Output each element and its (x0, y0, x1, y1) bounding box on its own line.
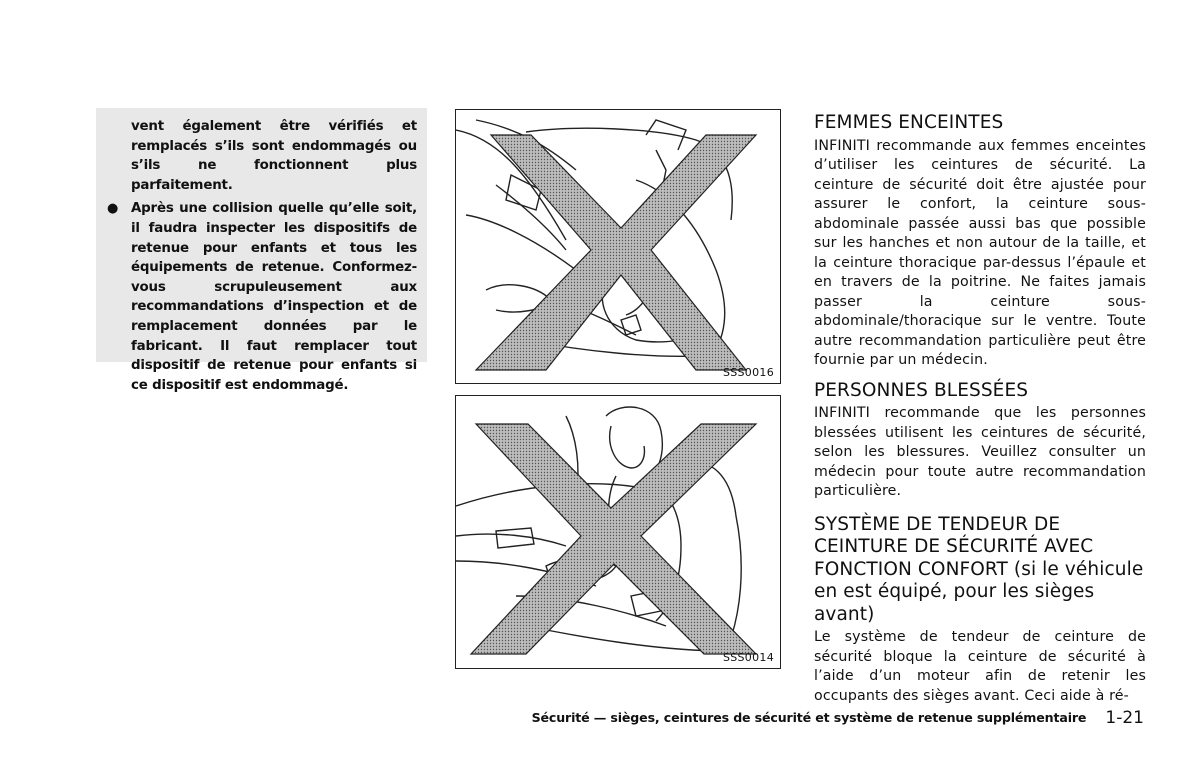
figure-id-label: SSS0016 (722, 366, 774, 379)
section-text-injured: INFINITI recommande que les personnes blessées utilisent les ceintures de sécurité, selon les blessures. Veuillez consulter un médecin pour toute autre recommandation particulière. (814, 405, 1146, 499)
page-footer (532, 707, 1144, 728)
figure-pregnant-belt (455, 109, 781, 384)
figure-pregnant-belt-illustration (456, 110, 779, 382)
page-number: 1-21 (1105, 707, 1144, 728)
footer-title: Sécurité — sièges, ceintures de sécurité et système de retenue supplémentaire (531, 710, 1087, 725)
figure-id-label: SSS0014 (722, 651, 774, 664)
section-heading-pregnant: FEMMES ENCEINTES (814, 112, 1004, 133)
figure-belt-misuse (455, 395, 781, 669)
warning-item-text: Après une collision quelle qu’elle soit, il faudra inspecter les dispositifs de retenue pour enfants et tous les équipements de retenue. Conformez-vous scrupuleusement aux recommandations d’inspection et de remplacement données par le fabricant. Il faut remplacer tout dispositif de retenue pour enfants si ce dispositif est endommagé. (131, 201, 417, 393)
warning-list-item (107, 199, 417, 395)
right-column (814, 112, 1146, 706)
warning-text (107, 117, 417, 395)
section-text-tensioner: Le système de tendeur de ceinture de sécurité bloque la ceinture de sécurité à l’aide d’un moteur afin de retenir les occupants des sièges avant. Ceci aide à ré- (814, 629, 1146, 704)
figure-belt-misuse-illustration (456, 396, 779, 667)
section-heading-tensioner: SYSTÈME DE TENDEUR DE CEINTURE DE SÉCURITÉ AVEC FONCTION CONFORT (si le véhicule en est équipé, pour les sièges avant) (814, 513, 1144, 625)
section-text-pregnant: INFINITI recommande aux femmes enceintes d’utiliser les ceintures de sécurité. La ceinture de sécurité doit être ajustée pour assurer le confort, la ceinture sous-abdominale passée aussi bas que possible sur les hanches et non autour de la taille, et la ceinture thoracique par-dessus l’épaule et en travers de la poitrine. Ne faites jamais passer la ceinture sous-abdominale/thoracique sur le ventre. Toute autre recommandation particulière peut être fournie par un médecin. (814, 137, 1146, 368)
bullet-icon: ● (107, 201, 119, 217)
warning-paragraph: vent également être vérifiés et remplacés s’ils sont endommagés ou s’ils ne fonctionnent plus parfaitement. (131, 119, 417, 193)
section-heading-injured: PERSONNES BLESSÉES (814, 379, 1029, 401)
